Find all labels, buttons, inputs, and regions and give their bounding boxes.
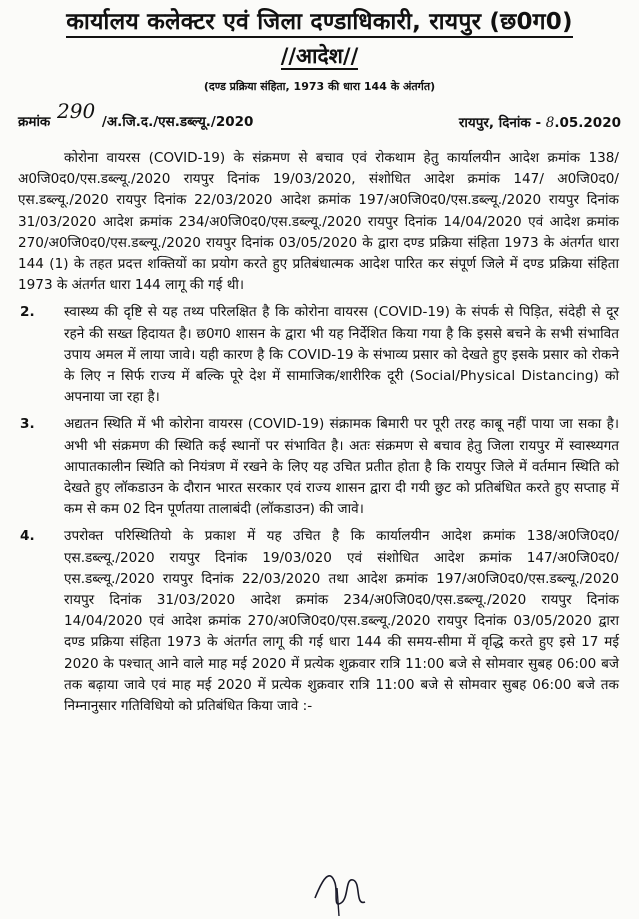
handwritten-day: 8 <box>545 115 555 131</box>
date-rest: .05.2020 <box>554 115 621 131</box>
paragraph-number: 4. <box>20 528 35 545</box>
order-title: //आदेश// <box>280 44 359 68</box>
paragraph-text: अद्यतन स्थिति में भी कोरोना वायरस (COVID-19) संक्रामक बिमारी पर पूरी तरह काबू नहीं पाया जा सका है। अभी भी संक्रमण की स्थिति कई स्थानों पर संभावित है। अतः संक्रमण से बचाव हेतु जिला रायपुर में स्वास्थ्यगत आपातकालीन स्थिति को नियंत्रण में रखने के लिए यह उचित प्रतीत होता है कि रायपुर जिले में वर्तमान स्थिति को देखते हुए लॉकडाउन के दौरान भारत सरकार एवं राज्य शासन द्वारा दी गयी छुट को प्रतिबंधित करते हुए सप्ताह में कम से कम 02 दिन पूर्णतया तालाबंदी (लॉकडाउन) की जावे। <box>64 416 619 518</box>
paragraph-text: स्वास्थ्य की दृष्टि से यह तथ्य परिलक्षित है कि कोरोना वायरस (COVID-19) के संपर्क से पिड़ित, संदेही से दूर रहने की सख्त हिदायत है। छ0ग0 शासन के द्वारा भी यह निर्देशित किया गया है कि इससे बचने के सभी संभावित उपाय अमल में लाया जावे। यही कारण है कि COVID-19 के संभाव्य प्रसार को देखते हुए इसके प्रसार को रोकने के लिए न सिर्फ राज्य में बल्कि पूरे देश में सामाजिक/शारीरिक दूरी (Social/Physical Distancing) को अपनाया जा रहा है। <box>64 304 619 406</box>
paragraph-number: 2. <box>20 304 35 321</box>
office-title: कार्यालय कलेक्टर एवं जिला दण्डाधिकारी, रायपुर (छ0ग0) <box>66 9 572 38</box>
order-body <box>18 148 619 723</box>
reference-line <box>18 99 621 134</box>
place-date-label: रायपुर, दिनांक <box>458 115 531 131</box>
section-reference: (दण्ड प्रक्रिया संहिता, 1973 की धारा 144 के अंतर्गत) <box>203 80 436 93</box>
order-title-wrap <box>0 42 639 70</box>
handwritten-order-number: 290 <box>57 99 96 123</box>
office-heading <box>0 4 639 36</box>
paragraph-text: उपरोक्त परिस्थितियो के प्रकाश में यह उचित है कि कार्यालयीन आदेश क्रमांक 138/अ0जि0द0/एस.डब्ल्यू./2020 रायपुर दिनांक 19/03/020 एवं संशोधित आदेश क्रमांक 147/अ0जि0द0/एस.डब्ल्यू./2020 रायपुर दिनांक 22/03/2020 तथा आदेश क्रमांक 197/अ0जि0द0/एस.डब्ल्यू./2020 रायपुर दिनांक 31/03/2020 आदेश क्रमांक 234/अ0जि0द0/एस.डब्ल्यू./2020 रायपुर दिनांक 14/04/2020 एवं आदेश क्रमांक 270/अ0जि0द0/एस.डब्ल्यू./2020 रायपुर दिनांक 03/05/2020 द्वारा दण्ड प्रक्रिया संहिता 1973 के अंतर्गत लागू की गई धारा 144 की समय-सीमा में वृद्धि करते हुए इसे 17 मई 2020 के पश्चात् आने वाले माह मई 2020 में प्रत्येक शुक्रवार रात्रि 11:00 बजे से सोमवार सुबह 06:00 बजे तक बढ़ाया जावे एवं माह मई 2020 में प्रत्येक शुक्रवार रात्रि 11:00 बजे से सोमवार सुबह 06:00 बजे तक निम्नानुसार गतिविधियो को प्रतिबंधित किया जावे :- <box>64 528 619 715</box>
paragraph-2 <box>18 302 619 408</box>
reference-suffix: /अ.जि.द./एस.डब्ल्यू./2020 <box>101 114 254 130</box>
paragraph-3 <box>18 414 619 520</box>
paragraph-number: 3. <box>20 416 35 433</box>
paragraph-4 <box>18 526 619 717</box>
place-date: रायपुर, दिनांक - 8.05.2020 <box>458 115 621 131</box>
paragraph-1: कोरोना वायरस (COVID-19) के संक्रमण से बचाव एवं रोकथाम हेतु कार्यालयीन आदेश क्रमांक 138/अ0जि0द0/एस.डब्ल्यू./2020 रायपुर दिनांक 19/03/2020, संशोधित आदेश क्रमांक 147/ अ0जि0द0/एस.डब्ल्यू./2020 रायपुर दिनांक 22/03/2020 आदेश क्रमांक 197/अ0जि0द0/एस.डब्ल्यू./2020 रायपुर दिनांक 31/03/2020 आदेश क्रमांक 234/अ0जि0द0/एस.डब्ल्यू./2020 रायपुर दिनांक 14/04/2020 एवं आदेश क्रमांक 270/अ0जि0द0/एस.डब्ल्यू./2020 रायपुर दिनांक 03/05/2020 के द्वारा दण्ड प्रक्रिया संहिता 1973 के अंतर्गत धारा 144 (1) के तहत प्रदत्त शक्तियों का प्रयोग करते हुए प्रतिबंधात्मक आदेश पारित कर संपूर्ण जिले में दण्ड प्रक्रिया संहिता 1973 के अंतर्गत धारा 144 लागू की गई थी। <box>18 150 619 294</box>
reference-number <box>18 99 254 131</box>
signature-mark <box>305 858 385 918</box>
reference-prefix: क्रमांक <box>18 114 51 130</box>
